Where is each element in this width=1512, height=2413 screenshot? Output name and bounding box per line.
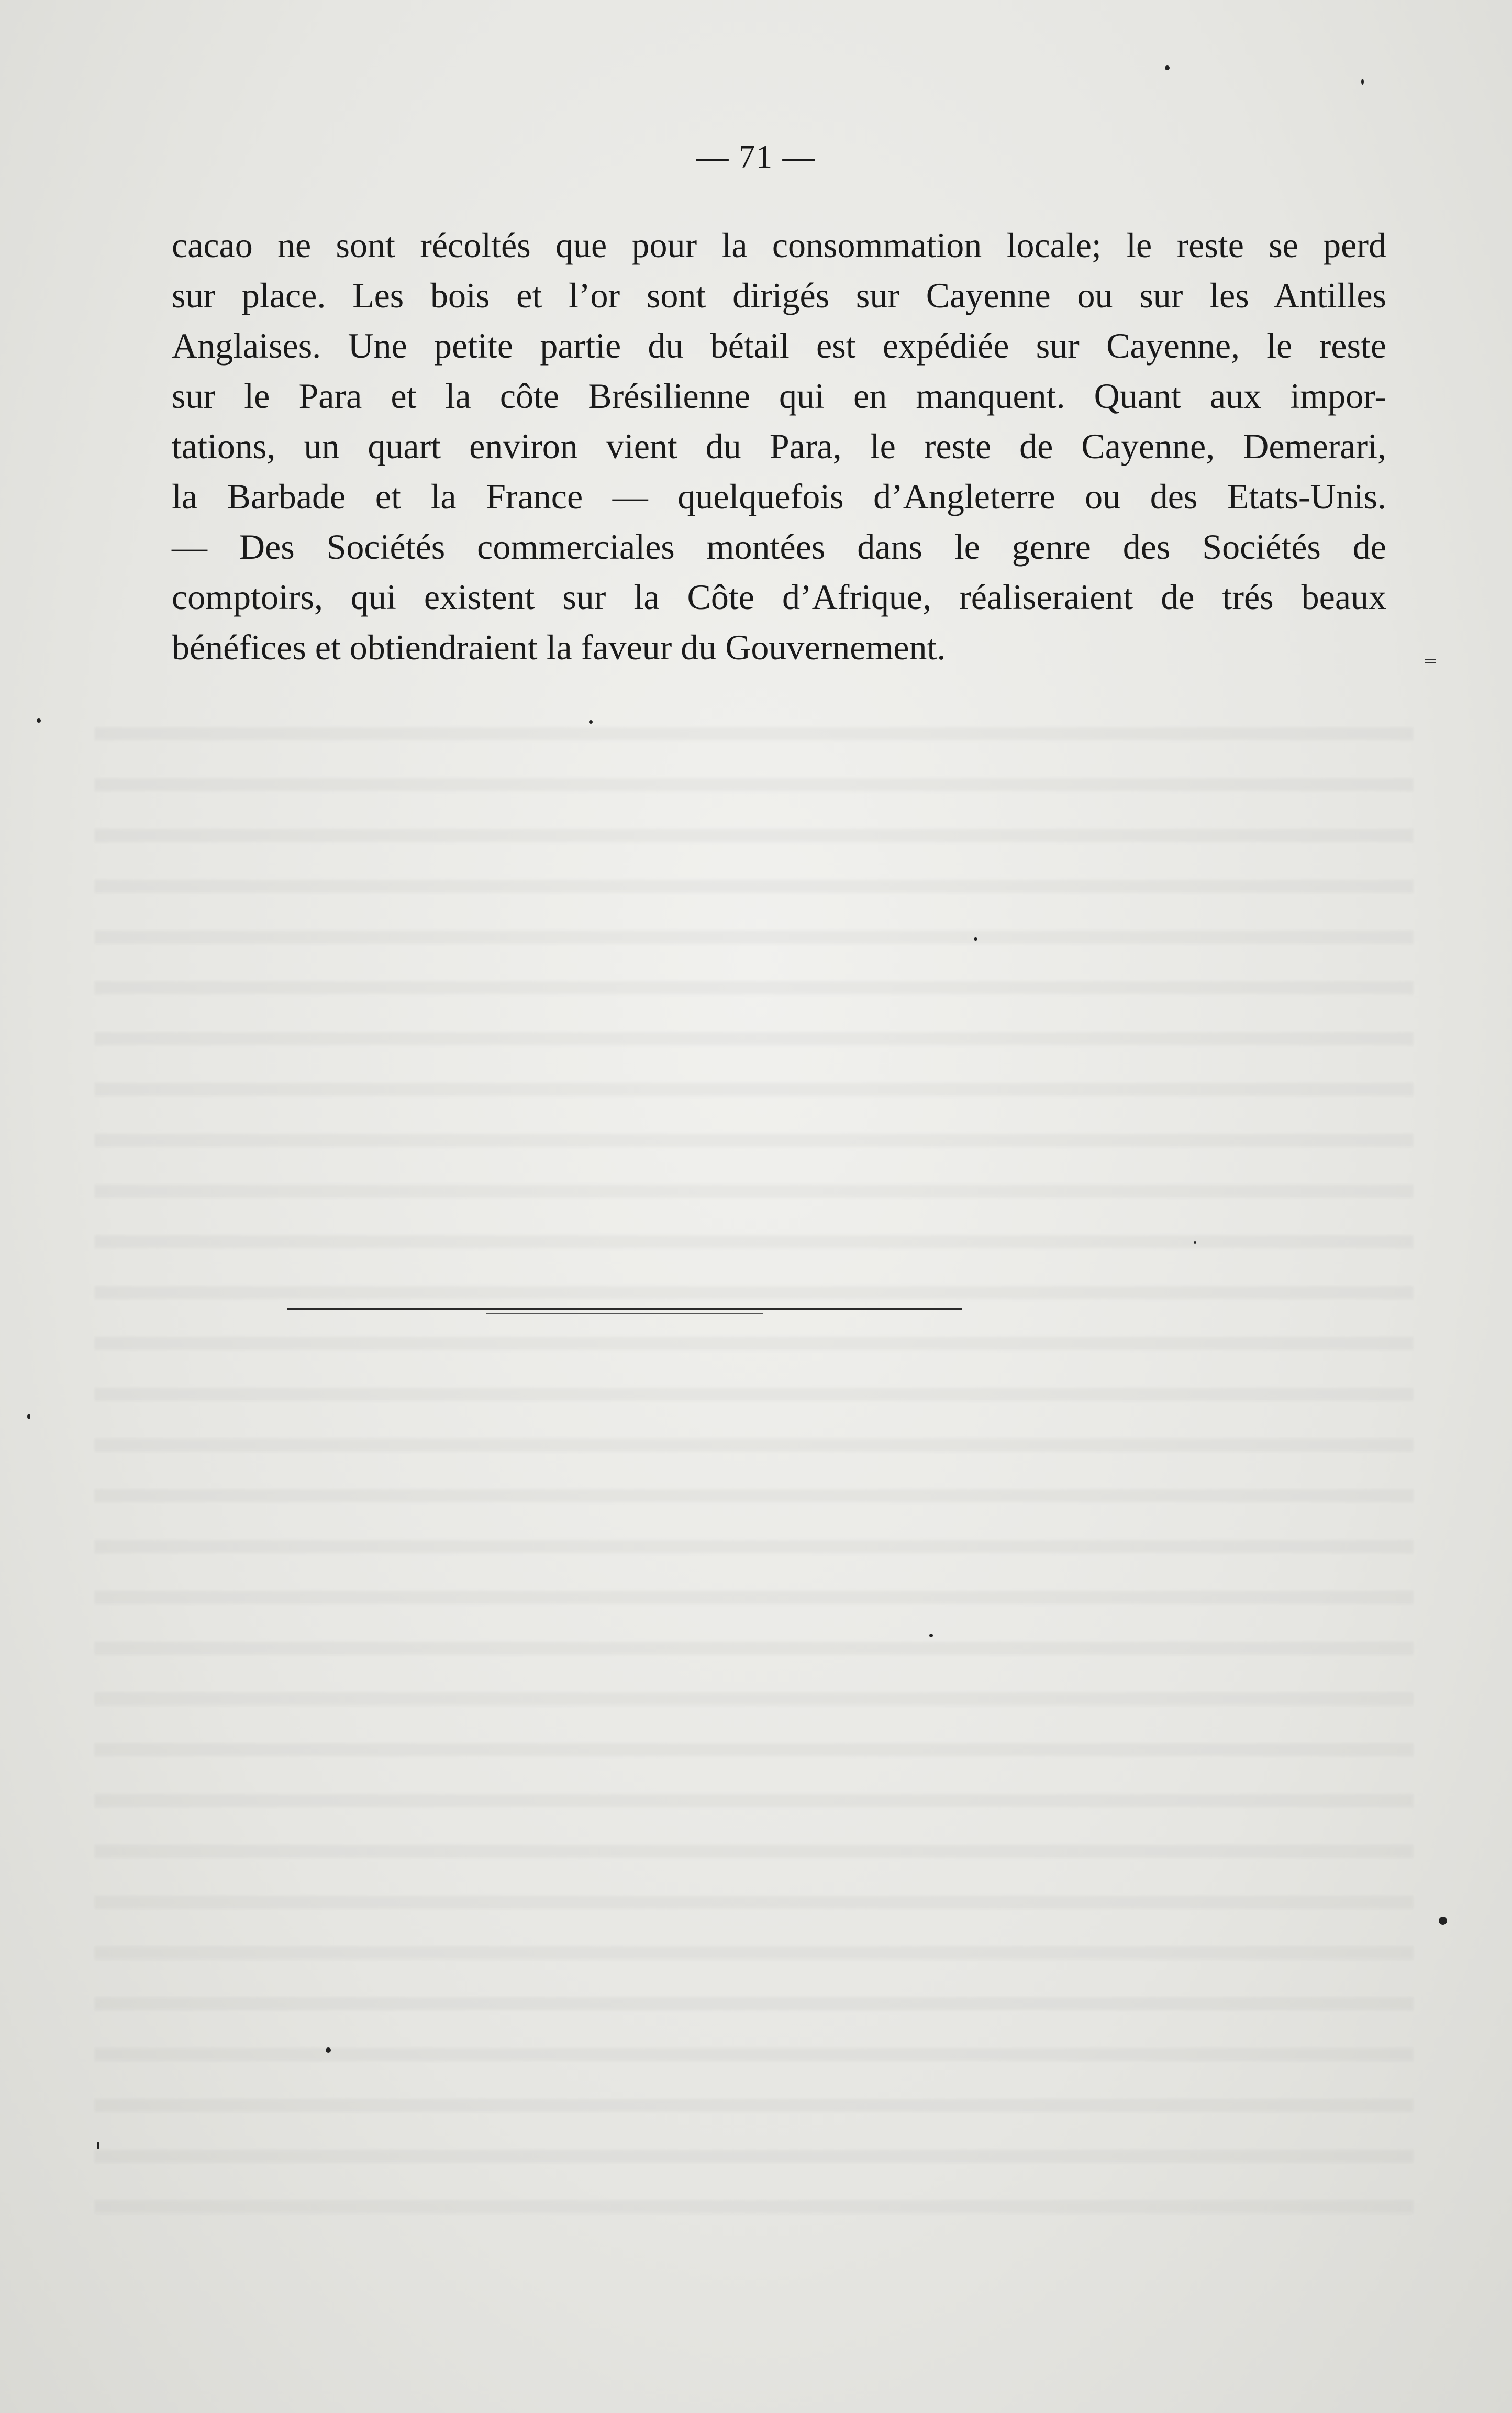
text-line: — Des Sociétés commerciales montées dans le genre des Sociétés de <box>172 527 1386 567</box>
text-line: bénéfices et obtiendraient la faveur du Gouvernement. <box>172 627 946 667</box>
print-speck <box>1361 79 1364 85</box>
section-divider-rule <box>287 1308 962 1310</box>
print-speck <box>1165 65 1170 70</box>
text-line: tations, un quart environ vient du Para, le reste de Cayenne, Demerari, <box>172 426 1386 466</box>
text-line: comptoirs, qui existent sur la Côte d’Afrique, réaliseraient de trés beaux <box>172 577 1386 617</box>
margin-mark: ⁼ <box>1423 650 1438 682</box>
print-speck <box>97 2142 99 2149</box>
print-speck <box>1194 1241 1196 1244</box>
page-number: — 71 — <box>696 139 816 175</box>
text-line: sur place. Les bois et l’or sont dirigés sur Cayenne ou sur les Antilles <box>172 275 1386 315</box>
print-speck <box>326 2047 331 2053</box>
bleed-through-texture <box>94 696 1414 2215</box>
print-speck <box>27 1414 30 1419</box>
body-text <box>172 220 1386 672</box>
print-speck <box>37 718 41 723</box>
text-line: cacao ne sont récoltés que pour la consommation locale; le reste se perd <box>172 225 1386 265</box>
print-speck <box>974 937 977 941</box>
print-speck <box>1439 1917 1447 1925</box>
text-line: la Barbade et la France — quelquefois d’Angleterre ou des Etats-Unis. <box>172 477 1386 516</box>
text-line: sur le Para et la côte Brésilienne qui en manquent. Quant aux impor- <box>172 376 1386 416</box>
text-line: Anglaises. Une petite partie du bétail est expédiée sur Cayenne, le reste <box>172 326 1386 366</box>
print-speck <box>929 1634 933 1637</box>
print-speck <box>589 720 593 724</box>
